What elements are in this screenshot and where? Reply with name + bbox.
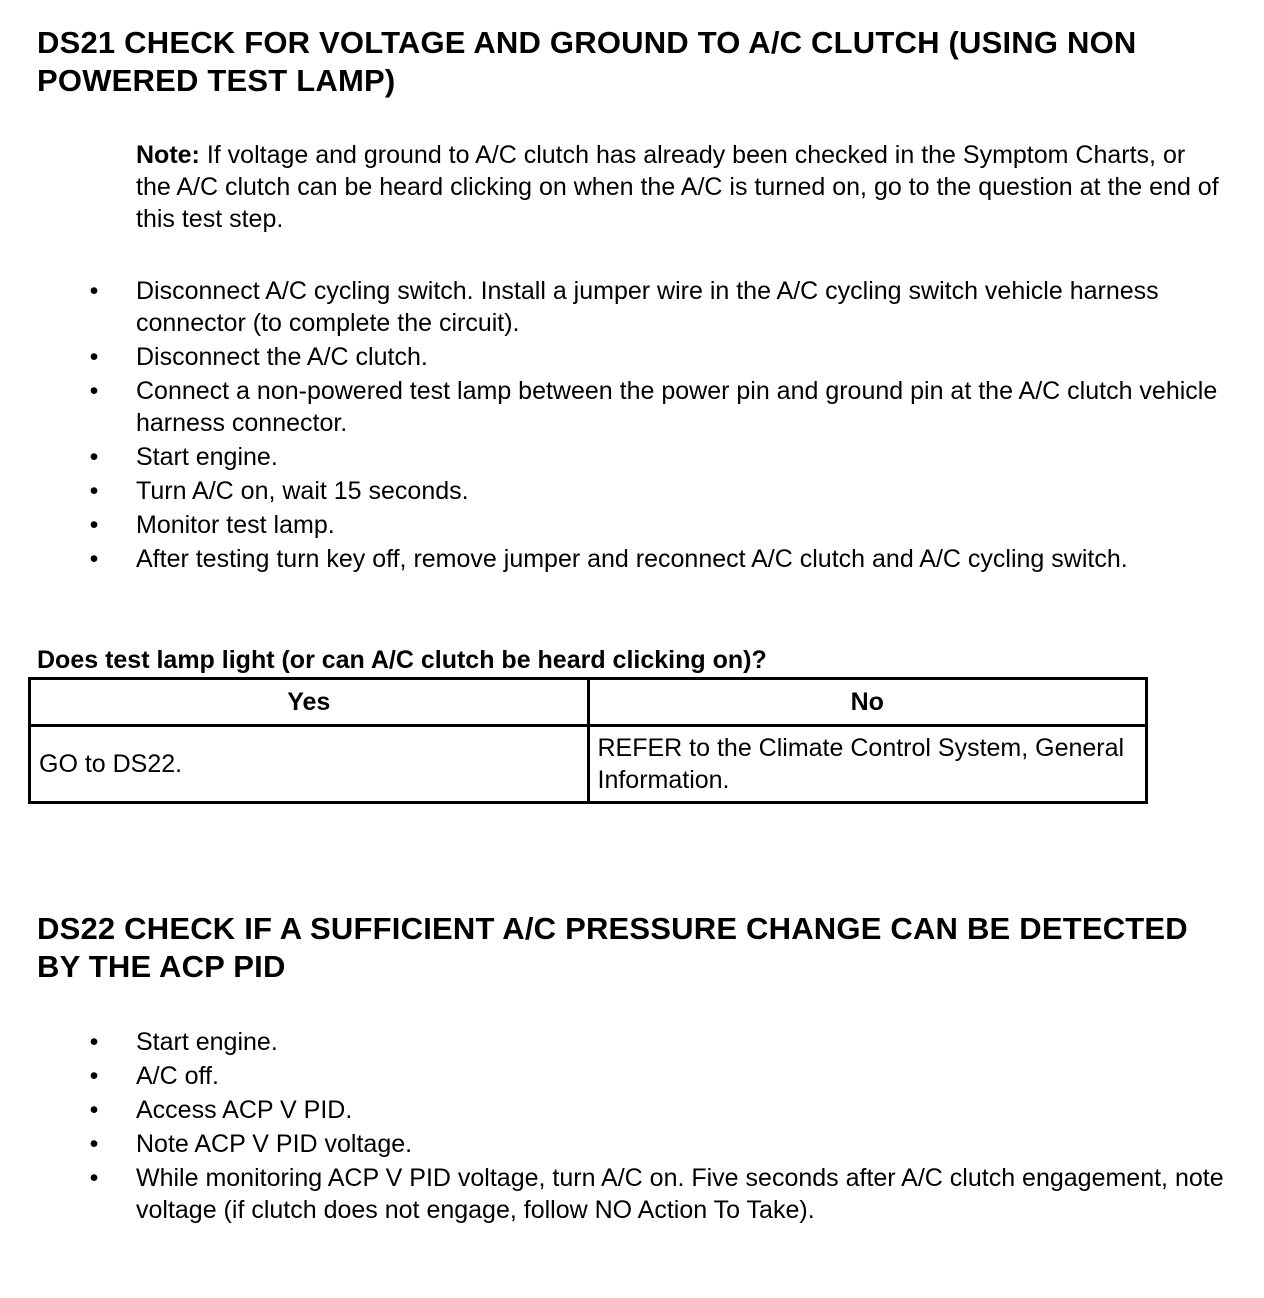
list-item: [0, 1026, 1230, 1058]
bullet-icon: •: [89, 511, 99, 539]
list-item: [0, 341, 1230, 373]
no-action-cell: REFER to the Climate Control System, General Information.: [588, 726, 1147, 803]
step-text: After testing turn key off, remove jumper and reconnect A/C clutch and A/C cycling switch.: [136, 545, 1128, 573]
bullet-icon: •: [89, 1164, 99, 1192]
step-text: Note ACP V PID voltage.: [136, 1130, 413, 1158]
table-header-row: [30, 679, 1147, 726]
list-item: [0, 441, 1230, 473]
step-text: Disconnect A/C cycling switch. Install a jumper wire in the A/C cycling switch vehicle harness connector (to complete the circuit).: [136, 277, 1159, 337]
step-text: Turn A/C on, wait 15 seconds.: [136, 477, 469, 505]
step-text: Monitor test lamp.: [136, 511, 335, 539]
list-item: [0, 275, 1230, 339]
note-label: Note:: [136, 141, 200, 169]
bullet-icon: •: [89, 1062, 99, 1090]
ds22-step-list: [0, 1026, 1230, 1228]
step-text: A/C off.: [136, 1062, 219, 1090]
step-text: While monitoring ACP V PID voltage, turn A/C on. Five seconds after A/C clutch engagement, note voltage (if clutch does not engage, follow NO Action To Take).: [136, 1164, 1224, 1224]
header-no: No: [588, 679, 1147, 726]
ds21-step-list: [0, 275, 1230, 577]
step-text: Connect a non-powered test lamp between the power pin and ground pin at the A/C clutch vehicle harness connector.: [136, 377, 1218, 437]
header-yes: Yes: [30, 679, 589, 726]
step-text: Start engine.: [136, 1028, 278, 1056]
step-text: Access ACP V PID.: [136, 1096, 353, 1124]
bullet-icon: •: [89, 377, 99, 405]
note-text: If voltage and ground to A/C clutch has already been checked in the Symptom Charts, or the A/C clutch can be heard clicking on when the A/C is turned on, go to the question at the end of this test step.: [136, 141, 1219, 233]
list-item: [0, 475, 1230, 507]
ds21-question: Does test lamp light (or can A/C clutch be heard clicking on)?: [37, 646, 767, 674]
bullet-icon: •: [89, 277, 99, 305]
list-item: [0, 1128, 1230, 1160]
ds21-note: [136, 139, 1226, 235]
ds22-heading: DS22 CHECK IF A SUFFICIENT A/C PRESSURE CHANGE CAN BE DETECTED BY THE ACP PID: [37, 911, 1188, 984]
yes-action-cell: GO to DS22.: [30, 726, 589, 803]
list-item: [0, 543, 1230, 575]
list-item: [0, 1162, 1230, 1226]
step-text: Start engine.: [136, 443, 278, 471]
bullet-icon: •: [89, 1028, 99, 1056]
step-text: Disconnect the A/C clutch.: [136, 343, 428, 371]
bullet-icon: •: [89, 1130, 99, 1158]
bullet-icon: •: [89, 477, 99, 505]
bullet-icon: •: [89, 343, 99, 371]
bullet-icon: •: [89, 443, 99, 471]
list-item: [0, 375, 1230, 439]
list-item: [0, 1060, 1230, 1092]
list-item: [0, 509, 1230, 541]
ds21-answer-table: [28, 677, 1148, 804]
list-item: [0, 1094, 1230, 1126]
bullet-icon: •: [89, 545, 99, 573]
bullet-icon: •: [89, 1096, 99, 1124]
ds21-heading: DS21 CHECK FOR VOLTAGE AND GROUND TO A/C CLUTCH (USING NON POWERED TEST LAMP): [37, 25, 1137, 98]
table-row: [30, 726, 1147, 803]
